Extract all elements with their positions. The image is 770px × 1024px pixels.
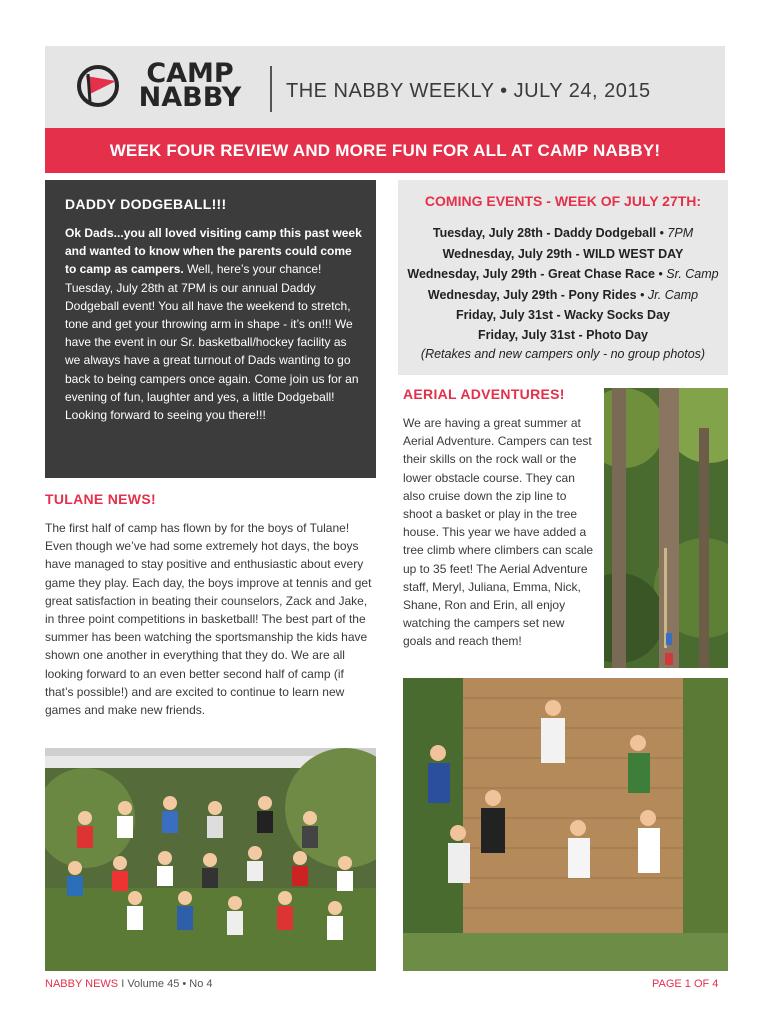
footer-volume: I Volume 45 • No 4: [118, 978, 213, 990]
camp-nabby-logo-icon: [76, 64, 120, 108]
logo-line2: NABBY: [138, 82, 242, 113]
newsletter-title: THE NABBY WEEKLY • JULY 24, 2015: [286, 80, 651, 102]
header-divider: [270, 66, 272, 112]
rock-wall-illustration: [403, 678, 728, 971]
page-number: PAGE 1 OF 4: [652, 978, 719, 990]
event-item: Wednesday, July 29th - Great Chase Race • Sr. Camp: [407, 267, 719, 281]
tulane-body: The first half of camp has flown by for the boys of Tulane! Even though we’ve had some extremely hot days, the boys have managed to stay positive and enthusiastic about every game they play. Each day, the boys improve at tennis and get great satisfaction in beating their counselors, Zack and Jake, in three point competitions in basketball! The best part of the summer has been watching the sportsmanship the kids have shown one another in everything that they do. We are all looking forward to an even better second half of camp (if that’s possible!) and are excited to continue to learn new games and make new friends.: [45, 521, 372, 718]
aerial-body: We are having a great summer at Aerial Adventure. Campers can test their skills on the rock wall or the lower obstacle course. They can also cruise down the zip line to shoot a basket or play in the tree house. This year we have added a tree climb where climbers can scale up to 35 feet! The Aerial Adventure staff, Meryl, Juliana, Emma, Nick, Shane, Ron and Erin, all enjoy watching the campers set new goals and reach them!: [403, 416, 594, 649]
aerial-title: AERIAL ADVENTURES!: [403, 386, 565, 402]
dodgeball-intro: Ok Dads...you all loved visiting camp this past week and wanted to know when the parents could come to camp as campers.: [65, 226, 362, 277]
dodgeball-title: DADDY DODGEBALL!!!: [65, 196, 227, 212]
events-note: (Retakes and new campers only - no group photos): [420, 347, 706, 361]
events-box: [398, 180, 728, 375]
footer-brand: NABBY NEWS: [45, 978, 119, 990]
event-item: Wednesday, July 29th - WILD WEST DAY: [442, 247, 684, 261]
event-item: Tuesday, July 28th - Daddy Dodgeball • 7PM: [432, 226, 694, 240]
event-item: Wednesday, July 29th - Pony Rides • Jr. Camp: [427, 288, 699, 302]
logo-wordmark: [125, 58, 255, 113]
rock-wall-photo: [403, 678, 728, 971]
tree-climb-photo: [604, 388, 728, 668]
dodgeball-box: [45, 180, 376, 478]
group-photo-illustration: [45, 748, 376, 971]
events-title: COMING EVENTS - WEEK OF JULY 27TH:: [424, 193, 702, 209]
dodgeball-text: Well, here’s your chance! Tuesday, July 28th at 7PM is our annual Daddy Dodgeball event! You all have the weekend to stretch, tone and get your throwing arm in shape - it’s on!!! We have the event in our Sr. basketball/hockey facility as we always have a great turnout of Dads wanting to go back to being campers once again. Come join us for an evening of fun, laughter and yes, a little Dodgeball! Looking forward to seeing you there!!!: [65, 262, 359, 423]
logo-line1: CAMP: [146, 58, 234, 89]
event-item: Friday, July 31st - Wacky Socks Day: [456, 308, 670, 322]
event-item: Friday, July 31st - Photo Day: [478, 328, 648, 342]
tulane-title: TULANE NEWS!: [45, 491, 156, 507]
headline-banner: WEEK FOUR REVIEW AND MORE FUN FOR ALL AT CAMP NABBY!: [45, 128, 725, 173]
tree-climb-illustration: [604, 388, 728, 668]
tulane-group-photo: [45, 748, 376, 971]
dodgeball-body: [65, 224, 365, 424]
footer-issue: [45, 978, 213, 990]
